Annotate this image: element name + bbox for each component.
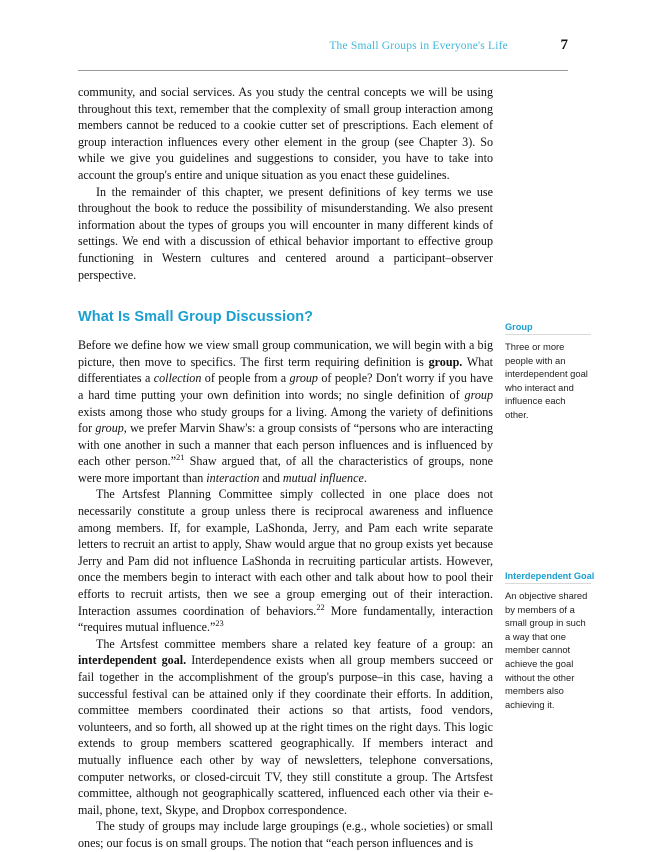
term-mutual-influence-italic: mutual influence	[282, 470, 364, 485]
paragraph-defining-group	[78, 337, 493, 486]
term-interdependent-goal-bold: interdependent goal.	[78, 653, 187, 668]
glossary-box-group	[505, 322, 591, 422]
term-group-italic-2: group	[464, 387, 493, 402]
paragraph-chapter-remainder: In the remainder of this chapter, we present definitions of key terms we use throughout the book to reduce the possibility of misunderstanding. We also present information about the types of groups you will encounter in many different kinds of settings. We end with a discussion of ethical behavior important to effective group functioning in Western cultures and centered around a participant–observer perspective.	[78, 184, 493, 282]
glossary-term-group: Group	[505, 322, 591, 335]
term-interaction-italic: interaction	[206, 470, 260, 485]
running-head-title: The Small Groups in Everyone's Life	[329, 40, 508, 52]
text-run: Before we define how we view small group communication, we will begin with a big picture, then move to specifics. The first term requiring definition is	[78, 338, 493, 369]
text-run: The Artsfest committee members share a related key feature of a group: an	[96, 636, 493, 651]
text-run: .	[363, 470, 367, 485]
text-run: and	[259, 470, 283, 485]
glossary-term-interdependent-goal: Interdependent Goal	[505, 571, 591, 584]
term-group-bold: group.	[428, 354, 463, 369]
header-divider-rule	[78, 70, 568, 71]
text-run: , we prefer Marvin Shaw's: a group consists of “persons who are interacting with one another in such a manner that each person influences and is influenced by each other person.”	[78, 421, 493, 469]
paragraph-interdependent-goal	[78, 636, 493, 819]
term-group-italic: group	[289, 371, 318, 386]
text-run: More fundamentally, interaction “requires mutual influence.”	[78, 603, 493, 635]
text-run: What differentiates a	[78, 354, 494, 386]
paragraph-study-of-groups: The study of groups may include large groupings (e.g., whole societies) or small ones; our focus is on small groups. The notion that “each person influences and is	[78, 819, 493, 850]
main-text-column	[78, 84, 493, 852]
page-header	[78, 37, 568, 62]
endnote-marker-22: 22	[316, 602, 325, 612]
paragraph-artsfest-committee	[78, 486, 493, 635]
text-run: Shaw argued that, of all the characteristics of groups, none were more important than	[78, 454, 493, 485]
paragraph-continuation: community, and social services. As you study the central concepts we will be using throughout this text, remember that the complexity of small group interaction among members cannot be reduced to a cookie cutter set of prescriptions. Each element of group interaction influences every other element in the group (see Chapter 3). So while we give you guidelines and suggestions to consider, you have to take into account the group's entire and unique situation as you enact these guidelines.	[78, 85, 493, 182]
text-run: The Artsfest Planning Committee simply collected in one place does not necessarily constitute a group unless there is reciprocal awareness and influence among members. If, for example, LaShonda, Jerry, and Pam each write separate letters to recruit an artist to apply, Shaw would argue that no group exists yet because Jerry and Pam did not influence LaShonda in recruiting particular artists. However, once the members begin to interact with each other and talk about how to pool their efforts to recruit artists, then we see a group emerging out of their interaction. Interaction assumes coordination of behaviors.	[78, 487, 493, 618]
glossary-box-interdependent-goal	[505, 571, 595, 711]
text-run: Interdependence exists when all group members succeed or fail together in the accomplishment of the group's purpose–in this case, having a successful festival can be attained only if they coordinate their efforts. In addition, committee members coordinated their actions so that artists, food vendors, volunteers, and so forth, all showed up at the right times on the right days. This logic extends to group members scattered geographically. If members interact and mutually influence each other by way of newsletters, telephone conversations, computer networks, or closed-circuit TV, they still constitute a group. The Artsfest committee, although not geographically scattered, influenced each other via their e-mail, phone, text, Skype, and Dropbox correspondence.	[78, 653, 493, 817]
text-run: of people from a	[201, 371, 290, 386]
endnote-marker-23: 23	[215, 619, 224, 629]
text-run: of people? Don't worry if you have a hard time putting your own definition into words; no single definition of	[78, 371, 493, 402]
endnote-marker-21: 21	[176, 453, 185, 463]
term-group-italic-3: group	[95, 421, 124, 436]
glossary-definition-interdependent-goal: An objective shared by members of a small group in such a way that one member cannot achieve the goal without the other members also achieving it.	[505, 590, 588, 710]
page-number: 7	[560, 37, 568, 53]
section-heading-what-is-small-group-discussion: What Is Small Group Discussion?	[78, 309, 314, 326]
glossary-definition-group: Three or more people with an interdependent goal who interact and influence each other.	[505, 341, 588, 420]
term-collection-italic: collection	[153, 371, 202, 386]
text-run: exists among those who study groups for a living. Among the variety of definitions for	[78, 404, 493, 436]
